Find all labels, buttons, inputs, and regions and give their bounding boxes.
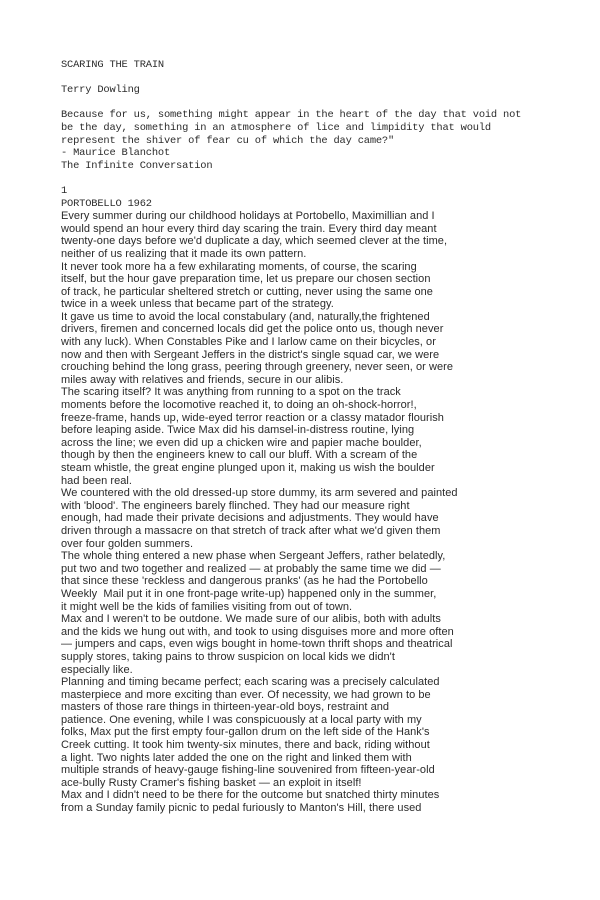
paragraph [61,613,591,676]
paragraph-line: crouching behind the long grass, peering through greenery, never seen, or were [61,361,453,374]
document-page [61,59,591,815]
paragraph-line: steam whistle, the great engine plunged upon it, making us wish the boulder [61,462,435,474]
paragraph-line: It gave us time to avoid the local constabulary (and, naturally,the frightened [61,310,430,323]
paragraph [61,487,591,550]
paragraph-line: neither of us realizing that it made its own pattern. [61,247,307,260]
paragraph-line: of track, he particular sheltered stretch or cutting, never using the same one [61,285,433,298]
paragraph-line: Every summer during our childhood holidays at Portobello, Maximillian and I [61,210,435,223]
paragraph-line: ace-bully Rusty Cramer's fishing basket — an exploit in itself! [61,776,362,789]
paragraph-line: Weekly Mail put it in one front-page write-up) happened only in the summer, [61,587,437,600]
paragraph-line: drivers, firemen and concerned locals did get the police onto us, though never [61,323,444,336]
paragraph-line: especially like. [61,663,133,676]
author-name: Terry Dowling [61,84,140,97]
epigraph-line: be the day, something in an atmosphere of lice and limpidity that would [61,121,491,134]
paragraph-line: It never took more ha a few exhilarating moments, of course, the scaring [61,260,417,273]
paragraph-line: now and then with Sergeant Jeffers in the district's single squad car, we were [61,348,440,361]
paragraph-line: enough, had made their private decisions and adjustments. They would have [61,512,439,525]
paragraph-line: across the line; we even did up a chicken wire and papier mache boulder, [61,436,422,449]
paragraph-line: that since these 'reckless and dangerous pranks' (as he had the Portobello [61,575,428,588]
story-title: SCARING THE TRAIN [61,59,164,71]
paragraph [61,676,591,789]
paragraph [61,210,591,260]
paragraph [61,550,591,613]
paragraph [61,789,591,814]
spacer [61,172,591,185]
paragraph-line: would spend an hour every third day scaring the train. Every third day meant [61,222,437,235]
epigraph-attribution: - Maurice Blanchot [61,147,170,160]
paragraph-line: Max and I didn't need to be there for the outcome but snatched thirty minutes [61,789,440,802]
paragraph-line: The whole thing entered a new phase when Sergeant Jeffers, rather belatedly, [61,550,446,563]
paragraph [61,386,591,487]
paragraph-line: masterpiece and more exciting than ever. Of necessity, we had grown to be [61,688,431,701]
spacer [61,72,591,85]
spacer [61,97,591,110]
paragraph-line: driven through a massacre on that stretch of track after what we'd given them [61,524,441,537]
paragraph-line: with 'blood'. The engineers barely flinched. They had our measure right [61,499,410,512]
paragraph-line: and the kids we hung out with, and took to using disguises more and more often [61,625,454,638]
paragraph-line: miles away with relatives and friends, secure in our alibis. [61,373,344,386]
paragraph-line: freeze-frame, hands up, wide-eyed terror reaction or a classy matador flourish [61,411,444,424]
chapter-number: 1 [61,184,68,197]
paragraph-line: Max and I weren't to be outdone. We made sure of our alibis, both with adults [61,613,441,626]
paragraph-line: had been real. [61,474,133,487]
paragraph-line: though by then the engineers knew to call our bluff. With a scream of the [61,449,418,462]
paragraph-line: a light. Two nights later added the one on the right and linked them with [61,751,412,764]
paragraph-line: supply stores, taking pains to throw suspicion on local kids we didn't [61,650,395,663]
paragraph-line: — jumpers and caps, even wigs bought in home-town thrift shops and theatrical [61,638,453,651]
body-text [61,210,591,815]
epigraph-line: Because for us, something might appear in the heart of the day that void not [61,109,522,122]
epigraph-source: The Infinite Conversation [61,159,213,172]
paragraph-line: over four golden summers. [61,537,194,550]
paragraph-line: Creek cutting. It took him twenty-six minutes, there and back, riding without [61,739,430,752]
epigraph [61,109,591,172]
paragraph-line: The scaring itself? It was anything from running to a spot on the track [61,386,401,399]
chapter-heading: PORTOBELLO 1962 [61,197,152,210]
paragraph-line: patience. One evening, while I was conspicuously at a local party with my [61,713,422,726]
paragraph-line: moments before the locomotive reached it, to doing an oh-shock-horror!, [61,399,417,412]
paragraph-line: twice in a week unless that became part of the strategy. [61,298,334,311]
paragraph-line: with any luck). When Constables Pike and I larlow came on their bicycles, or [61,336,436,349]
paragraph-line: folks, Max put the first empty four-gallon drum on the left side of the Hank's [61,726,430,739]
paragraph-line: twenty-one days before we'd duplicate a day, which seemed clever at the time, [61,235,448,248]
paragraph-line: before leaping aside. Twice Max did his damsel-in-distress routine, lying [61,424,415,437]
paragraph [61,261,591,311]
paragraph-line: masters of those rare things in thirteen-year-old boys, restraint and [61,701,390,714]
epigraph-line: represent the shiver of fear cu of which the day came?" [61,134,395,147]
paragraph-line: We countered with the old dressed-up store dummy, its arm severed and painted [61,487,458,500]
paragraph [61,311,591,387]
paragraph-line: it might well be the kids of families visiting from out of town. [61,600,353,613]
paragraph-line: itself, but the hour gave preparation time, let us prepare our chosen section [61,273,431,286]
paragraph-line: Planning and timing became perfect; each scaring was a precisely calculated [61,676,440,689]
paragraph-line: from a Sunday family picnic to pedal furiously to Manton's Hill, there used [61,802,422,815]
paragraph-line: put two and two together and realized — at probably the same time we did — [61,562,441,575]
paragraph-line: multiple strands of heavy-gauge fishing-line souvenired from fifteen-year-old [61,764,435,777]
